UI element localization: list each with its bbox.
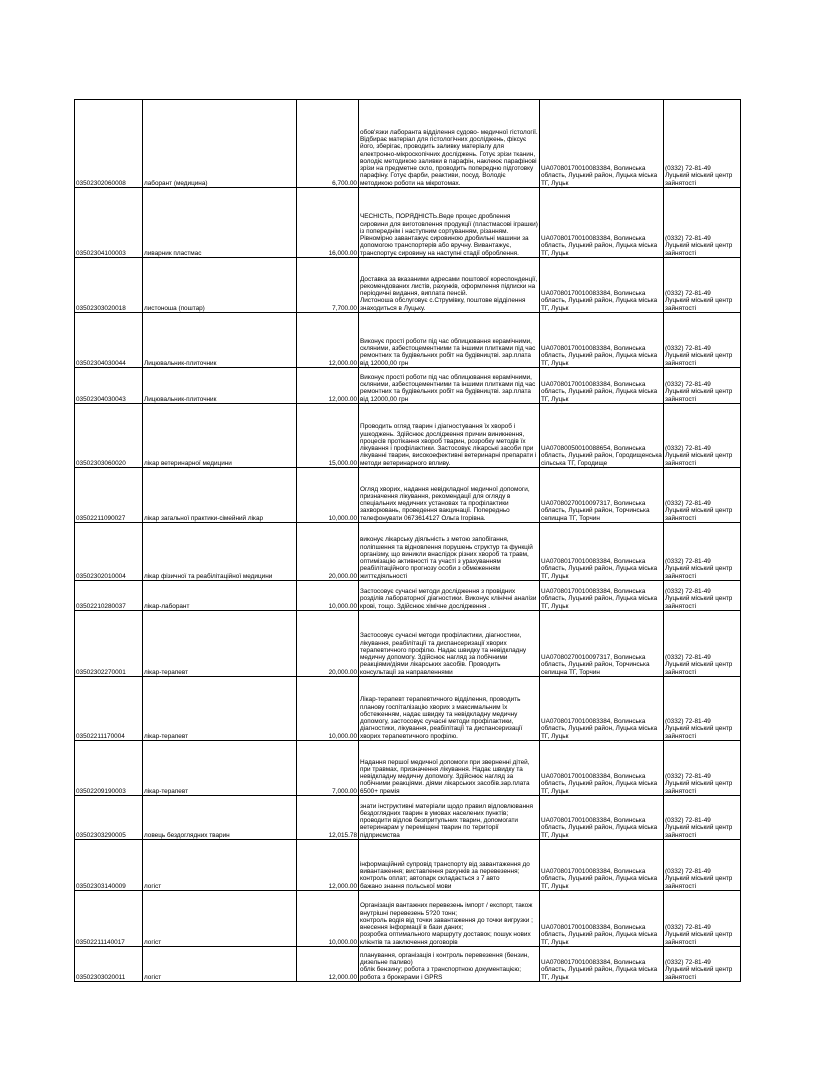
work-address: UA07080170010083384, Волинська область, Луцький район, Луцька міська ТГ, Луцьк [540, 677, 664, 741]
vacancy-code: 03502303020018 [75, 258, 143, 313]
vacancy-code: 03502303020011 [75, 947, 143, 982]
salary: 10,000.00 [297, 891, 359, 947]
vacancy-code: 03502209190003 [75, 741, 143, 796]
table-row [75, 947, 741, 982]
work-address: UA07080270010097317, Волинська область, Луцький район, Торчинська селищна ТГ, Торчин [540, 468, 664, 523]
contact-phone: (0332) 72-81-49 Луцький міський центр зайнятості [664, 404, 741, 468]
job-title: лікар-терапевт [143, 677, 297, 741]
contact-phone: (0332) 72-81-49 Луцький міський центр зайнятості [664, 840, 741, 891]
job-title: логіст [143, 840, 297, 891]
salary: 12,000.00 [297, 840, 359, 891]
table-row [75, 468, 741, 523]
salary: 12,000.00 [297, 368, 359, 404]
job-title: логіст [143, 891, 297, 947]
work-address: UA07080170010083384, Волинська область, Луцький район, Луцька міська ТГ, Луцьк [540, 368, 664, 404]
vacancy-code: 03502211140017 [75, 891, 143, 947]
salary: 12,000.00 [297, 947, 359, 982]
contact-phone: (0332) 72-81-49 Луцький міський центр зайнятості [664, 258, 741, 313]
job-description: інформаційний супровід транспорту від завантаження до вивантаження; виставлення рахунків за перевезення; контроль оплат; автопарк складається з 7 авто бажано знання польської мови [359, 840, 540, 891]
work-address: UA07080270010097317, Волинська область, Луцький район, Торчинська селищна ТГ, Торчин [540, 611, 664, 677]
vacancy-code: 03502303140009 [75, 840, 143, 891]
work-address: UA07080170010083384, Волинська область, Луцький район, Луцька міська ТГ, Луцьк [540, 100, 664, 188]
job-description: Застосовує сучасні методи профілактики, діагностики, лікування, реабілітації та диспансеризації хворих терапевтичного профілю. Надає швидку та невідкладну медичну допомогу. Здійснює нагляд за побічними реакціями/діями лікарських засобів. Проводить консультації за направленнями [359, 611, 540, 677]
job-description: знати інструктивні матеріали щодо правил відловлювання бездоглядних тварин в умовах населених пунктів; проводити відлов безпритульних тварин, допомогати ветеринарам у переміщені тварин по території підприємства [359, 796, 540, 840]
vacancy-code: 03502304030043 [75, 368, 143, 404]
vacancy-code: 03502302060008 [75, 100, 143, 188]
work-address: UA07080170010083384, Волинська область, Луцький район, Луцька міська ТГ, Луцьк [540, 313, 664, 368]
salary: 10,000.00 [297, 581, 359, 611]
contact-phone: (0332) 72-81-49 Луцький міський центр зайнятості [664, 947, 741, 982]
job-description: Застосовує сучасні методи дослідження з провідних розділів лабораторної діагностики. Виконує клінічні аналізи крові, тощо. Здійснює хімічне дослідження . [359, 581, 540, 611]
work-address: UA07080170010083384, Волинська область, Луцький район, Луцька міська ТГ, Луцьк [540, 523, 664, 581]
job-title: Лицювальник-плиточник [143, 368, 297, 404]
vacancy-code: 03502210280037 [75, 581, 143, 611]
job-description: Надання першої медичної допомоги при зверненні дітей, при травмах, призначення лікування. Надає швидку та невідкладну медичну допомогу. Здійснює нагляд за побічними реакціями. діями лікарських засобів.зар.плата 6500+ премія [359, 741, 540, 796]
job-title: лікар фізичної та реабілітаційної медицини [143, 523, 297, 581]
job-title: листоноша (поштар) [143, 258, 297, 313]
job-title: лікар-терапевт [143, 741, 297, 796]
job-title: ливарник пластмас [143, 188, 297, 258]
table-row [75, 258, 741, 313]
job-description: Організація вантажних перевезень імпорт / експорт, також внутрішні перевезень 5?20 тонн; контроль водія від точки завантаження до точки вигрузки ; внесення інформації в бази даних; розробка оптимального маршруту доставок; пошук нових клієнтів та заключення договорів [359, 891, 540, 947]
salary: 6,700.00 [297, 100, 359, 188]
job-description: Лікар-терапевт терапевтичного відділення, проводить планову госпіталізацію хворих з максимальним їх обстеженням, надає швидку та невідкладну медичну допомогу, застосовує сучасні методи профілактики, діагностики, лікування, реабілітації та диспансеризації хворих терапевтичного профілю. [359, 677, 540, 741]
contact-phone: (0332) 72-81-49 Луцький міський центр зайнятості [664, 611, 741, 677]
salary: 12,000.00 [297, 313, 359, 368]
vacancy-code: 03502303060020 [75, 404, 143, 468]
salary: 10,000.00 [297, 468, 359, 523]
job-description: Проводить огляд тварин і діагностування їх хвороб і ушкоджень. Здійснює дослідження причин виникнення, процесів протікання хвороб тварин, розробку методів їх лікування і профілактики. Застосовує лікарські засоби при лікуванні тварин, високоефективні ветеринарні препарати і методи ветеринарного впливу. [359, 404, 540, 468]
job-title: логіст [143, 947, 297, 982]
vacancy-table [74, 99, 741, 982]
work-address: UA07080170010083384, Волинська область, Луцький район, Луцька міська ТГ, Луцьк [540, 840, 664, 891]
table-row [75, 796, 741, 840]
job-title: Лицювальник-плиточник [143, 313, 297, 368]
table-row [75, 581, 741, 611]
contact-phone: (0332) 72-81-49 Луцький міський центр зайнятості [664, 741, 741, 796]
contact-phone: (0332) 72-81-49 Луцький міський центр зайнятості [664, 523, 741, 581]
salary: 15,000.00 [297, 404, 359, 468]
contact-phone: (0332) 72-81-49 Луцький міський центр зайнятості [664, 891, 741, 947]
job-title: лікар ветеринарної медицини [143, 404, 297, 468]
job-description: планування, організація і контроль перевезення (бензин, дизельне паливо) облік бензину; робота з транспортною документацією; робота з брокерами і GPRS [359, 947, 540, 982]
contact-phone: (0332) 72-81-49 Луцький міський центр зайнятості [664, 796, 741, 840]
salary: 7,700.00 [297, 258, 359, 313]
salary: 20,000.00 [297, 523, 359, 581]
work-address: UA07080170010083384, Волинська область, Луцький район, Луцька міська ТГ, Луцьк [540, 258, 664, 313]
work-address: UA07080170010083384, Волинська область, Луцький район, Луцька міська ТГ, Луцьк [540, 891, 664, 947]
salary: 10,000.00 [297, 677, 359, 741]
salary: 7,000.00 [297, 741, 359, 796]
contact-phone: (0332) 72-81-49 Луцький міський центр зайнятості [664, 677, 741, 741]
contact-phone: (0332) 72-81-49 Луцький міський центр зайнятості [664, 100, 741, 188]
table-row [75, 891, 741, 947]
vacancy-code: 03502303290005 [75, 796, 143, 840]
contact-phone: (0332) 72-81-49 Луцький міський центр зайнятості [664, 468, 741, 523]
vacancy-code: 03502302010004 [75, 523, 143, 581]
job-title: лаборант (медицина) [143, 100, 297, 188]
work-address: UA07080170010083384, Волинська область, Луцький район, Луцька міська ТГ, Луцьк [540, 188, 664, 258]
contact-phone: (0332) 72-81-49 Луцький міський центр зайнятості [664, 313, 741, 368]
vacancy-code: 03502304030044 [75, 313, 143, 368]
job-description: виконує лікарську діяльність з метою запобігання, поліпшення та відновлення порушень структур та функцій організму, що виникли внаслідок різних хвороб та травм, оптимізацію активності та участі з урахуванням реабілітаційного прогнозу особи з обмеженням життєдіяльності [359, 523, 540, 581]
table-row [75, 368, 741, 404]
job-description: Виконує прості роботи під час облицювання керамічними, скляними, азбестоцементними та іншими плитками під час ремонтних та будівельних робіт на будівництві. зар.плата від 12000,00 грн [359, 368, 540, 404]
job-title: лікар-терапевт [143, 611, 297, 677]
table-row [75, 840, 741, 891]
job-description: Огляд хворих, надання невідкладної медичної допомоги, призначення лікування, рекомендації для огляду в спеціальних медичних установах та профілактики захворювань, проведення вакцинації. Попередньо телефонувати 0673614127 Ольга Ігорівна. [359, 468, 540, 523]
job-title: лікар-лаборант [143, 581, 297, 611]
work-address: UA07080170010083384, Волинська область, Луцький район, Луцька міська ТГ, Луцьк [540, 796, 664, 840]
salary: 12,015.78 [297, 796, 359, 840]
table-row [75, 404, 741, 468]
job-title: ловець бездоглядних тварин [143, 796, 297, 840]
job-title: лікар загальної практики-сімейний лікар [143, 468, 297, 523]
work-address: UA07080170010083384, Волинська область, Луцький район, Луцька міська ТГ, Луцьк [540, 741, 664, 796]
work-address: UA07080170010083384, Волинська область, Луцький район, Луцька міська ТГ, Луцьк [540, 581, 664, 611]
table-row [75, 677, 741, 741]
salary: 16,000.00 [297, 188, 359, 258]
table-row [75, 741, 741, 796]
contact-phone: (0332) 72-81-49 Луцький міський центр зайнятості [664, 581, 741, 611]
job-description: Доставка за вказаними адресами поштової кореспонденції, рекомендованих листів, рахунків, оформлення підписки на періодичні видання, виплата пенсій. Листоноша обслуговує с.Струмівку, поштове відділення знаходиться в Луцьку. [359, 258, 540, 313]
job-description: обов'язки лаборанта відділення судово- медичної гістології. Відбирає матеріал для гістологічних досліджень, фіксує його, зберігає, проводить заливку матеріалу для електронно-мікроскопічних досліджень. Готує зрізи тканин, володіє методикою заливки в парафін, наклеює парафінові зрізи на предметне скло, проводить попередню підготовку парафіну. Готує фарби, реактиви, посуд. Володіє методикою роботи на мікротомах. [359, 100, 540, 188]
table-row [75, 188, 741, 258]
vacancy-rows [75, 100, 741, 982]
job-description: Виконує прості роботи під час облицювання керамічними, скляними, азбестоцементними та іншими плитками під час ремонтних та будівельних робіт на будівництві. зар.плата від 12000,00 грн [359, 313, 540, 368]
work-address: UA07080050010088654, Волинська область, Луцький район, Городищенська сільська ТГ, Городище [540, 404, 664, 468]
table-row [75, 523, 741, 581]
contact-phone: (0332) 72-81-49 Луцький міський центр зайнятості [664, 188, 741, 258]
job-description: ЧЕСНІСТЬ, ПОРЯДНІСТЬ.Веде процес дроблення сировини для виготовлення продукції (пластмасові іграшки) із попереднім і наступним сортуванням, різанням. Рівномірно завантажує сировиною дробильні машини за допомогою транспортерів або вручну. Вивантажує, транспортує сировину на наступні стадії оброблення. [359, 188, 540, 258]
table-row [75, 313, 741, 368]
vacancy-code: 03502211090027 [75, 468, 143, 523]
table-row [75, 611, 741, 677]
contact-phone: (0332) 72-81-49 Луцький міський центр зайнятості [664, 368, 741, 404]
salary: 20,000.00 [297, 611, 359, 677]
table-row [75, 100, 741, 188]
vacancy-code: 03502211170004 [75, 677, 143, 741]
vacancy-code: 03502304100003 [75, 188, 143, 258]
vacancy-code: 03502302270001 [75, 611, 143, 677]
work-address: UA07080170010083384, Волинська область, Луцький район, Луцька міська ТГ, Луцьк [540, 947, 664, 982]
